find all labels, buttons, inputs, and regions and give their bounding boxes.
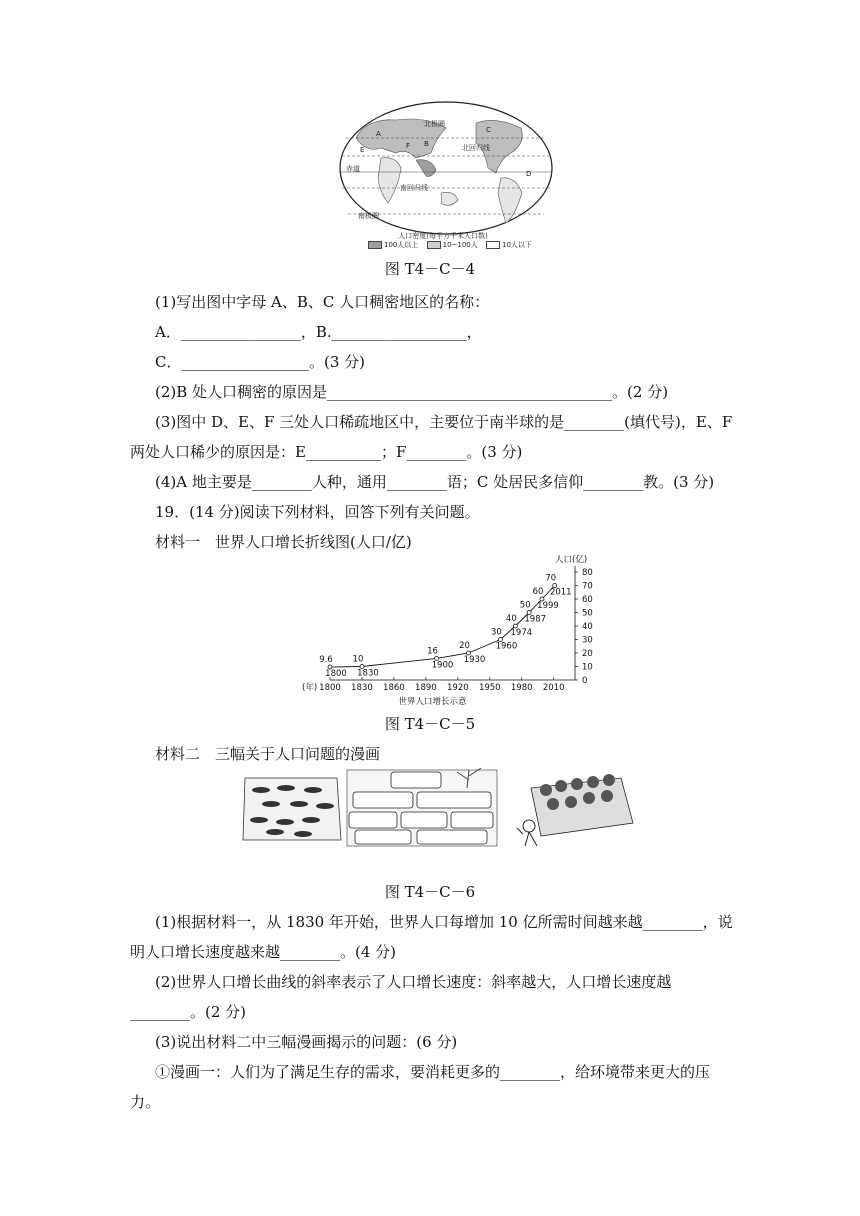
q19-material2: 材料二 三幅关于人口问题的漫画 bbox=[155, 745, 381, 763]
x-tick-label: 1800 bbox=[319, 683, 341, 693]
map-label-south-polar: 南极圈 bbox=[358, 212, 379, 220]
y-tick-label: 40 bbox=[582, 622, 593, 632]
year-label: 1900 bbox=[431, 660, 454, 671]
population-line-chart bbox=[300, 550, 600, 710]
y-axis-label: 人口(亿) bbox=[555, 555, 588, 565]
year-label: 1987 bbox=[524, 614, 547, 625]
value-label: 40 bbox=[505, 614, 517, 624]
map-label-a: A bbox=[376, 130, 381, 138]
x-tick-label: 2010 bbox=[542, 683, 565, 693]
y-tick-label: 60 bbox=[582, 595, 593, 605]
legend-title: 人口密度(每平方千米人口数) bbox=[398, 232, 488, 240]
value-label: 30 bbox=[491, 627, 502, 638]
q19-part2-line1: (2)世界人口增长曲线的斜率表示了人口增长速度：斜率越大，人口增长速度越 bbox=[155, 973, 672, 991]
value-label: 50 bbox=[519, 600, 531, 611]
q19-part3-item1-line2: 力。 bbox=[130, 1093, 161, 1111]
year-label: 2011 bbox=[549, 587, 572, 598]
population-cartoons bbox=[241, 768, 661, 850]
y-tick-label: 80 bbox=[582, 568, 593, 578]
q18-part2: (2)B 处人口稠密的原因是______________________________________。(2 分) bbox=[155, 383, 669, 401]
year-label: 1800 bbox=[325, 669, 347, 680]
x-tick-label: 1860 bbox=[383, 683, 405, 693]
cartoon-crowded-vehicle bbox=[517, 774, 633, 846]
map-label-tropic-capricorn: 南回归线 bbox=[400, 184, 428, 192]
figure-caption-chart: 图 T4－C－5 bbox=[384, 715, 476, 733]
map-label-equator: 赤道 bbox=[346, 165, 360, 173]
year-label: 1999 bbox=[537, 601, 559, 611]
map-label-tropic-cancer: 北回归线 bbox=[462, 144, 490, 152]
q18-part1: (1)写出图中字母 A、B、C 人口稠密地区的名称： bbox=[155, 293, 490, 311]
legend-item-high: 100人以上 bbox=[384, 241, 419, 249]
cartoon-crowded-boats bbox=[243, 778, 341, 840]
population-series-line bbox=[330, 586, 555, 671]
q19-part3: (3)说出材料二中三幅漫画揭示的问题：(6 分) bbox=[155, 1033, 458, 1051]
q19-title: 19．(14 分)阅读下列材料，回答下列有关问题。 bbox=[155, 503, 480, 521]
cartoon-traffic-jam bbox=[347, 768, 497, 846]
x-tick-label: 1980 bbox=[510, 683, 533, 693]
map-label-d: D bbox=[526, 170, 532, 178]
map-legend bbox=[368, 232, 538, 250]
legend-item-low: 10人以下 bbox=[501, 241, 532, 249]
value-label: 60 bbox=[532, 587, 544, 597]
y-tick-label: 20 bbox=[582, 649, 593, 659]
value-label: 16 bbox=[427, 646, 438, 657]
q19-part1-line2: 明人口增长速度越来越________。(4 分) bbox=[130, 943, 397, 961]
chart-title: 世界人口增长示意 bbox=[398, 697, 467, 707]
map-label-b: B bbox=[424, 140, 429, 148]
x-tick-label: 1830 bbox=[351, 683, 373, 693]
y-tick-label: 70 bbox=[582, 581, 593, 592]
value-label: 10 bbox=[352, 654, 364, 665]
q18-part3-line2: 两处人口稀少的原因是：E__________；F________。(3 分) bbox=[130, 443, 523, 461]
q18-part4: (4)A 地主要是________人种，通用________语；C 处居民多信仰________教。(3 分) bbox=[155, 473, 715, 491]
x-tick-label: 1890 bbox=[415, 683, 437, 693]
q19-part1-line1: (1)根据材料一，从 1830 年开始，世界人口每增加 10 亿所需时间越来越________，说 bbox=[155, 913, 733, 931]
value-label: 9.6 bbox=[319, 655, 333, 666]
q18-part1-c: C．_________________。(3 分) bbox=[155, 353, 365, 371]
q19-part3-item1-line1: ①漫画一：人们为了满足生存的需求，要消耗更多的________，给环境带来更大的压 bbox=[155, 1063, 711, 1081]
year-label: 1960 bbox=[495, 641, 518, 652]
y-tick-label: 30 bbox=[582, 635, 593, 646]
year-label: 1830 bbox=[357, 668, 379, 679]
q19-part2-line2: ________。(2 分) bbox=[130, 1003, 247, 1021]
q18-part1-ab: A．________________，B.__________________， bbox=[155, 323, 482, 341]
q18-part3-line1: (3)图中 D、E、F 三处人口稀疏地区中，主要位于南半球的是________(填代号)，E、F bbox=[155, 413, 733, 431]
year-label: 1930 bbox=[463, 655, 486, 665]
figure-caption-map: 图 T4－C－4 bbox=[384, 260, 476, 278]
legend-item-mid: 10~100人 bbox=[442, 241, 478, 249]
map-label-north-polar: 北极圈 bbox=[424, 120, 445, 128]
map-label-c: C bbox=[486, 126, 491, 134]
q19-material1: 材料一 世界人口增长折线图(人口/亿) bbox=[155, 533, 412, 551]
map-label-e: E bbox=[360, 146, 365, 154]
y-tick-label: 0 bbox=[582, 676, 588, 686]
x-tick-label: 1920 bbox=[447, 683, 469, 693]
figure-caption-cartoons: 图 T4－C－6 bbox=[384, 883, 476, 901]
x-axis-label: (年) bbox=[302, 683, 318, 693]
year-label: 1974 bbox=[510, 628, 533, 638]
map-label-f: F bbox=[406, 142, 411, 150]
x-tick-label: 1950 bbox=[478, 683, 501, 693]
value-label: 20 bbox=[459, 641, 470, 651]
value-label: 70 bbox=[545, 573, 557, 584]
y-tick-label: 50 bbox=[582, 608, 593, 619]
y-tick-label: 10 bbox=[582, 662, 593, 673]
